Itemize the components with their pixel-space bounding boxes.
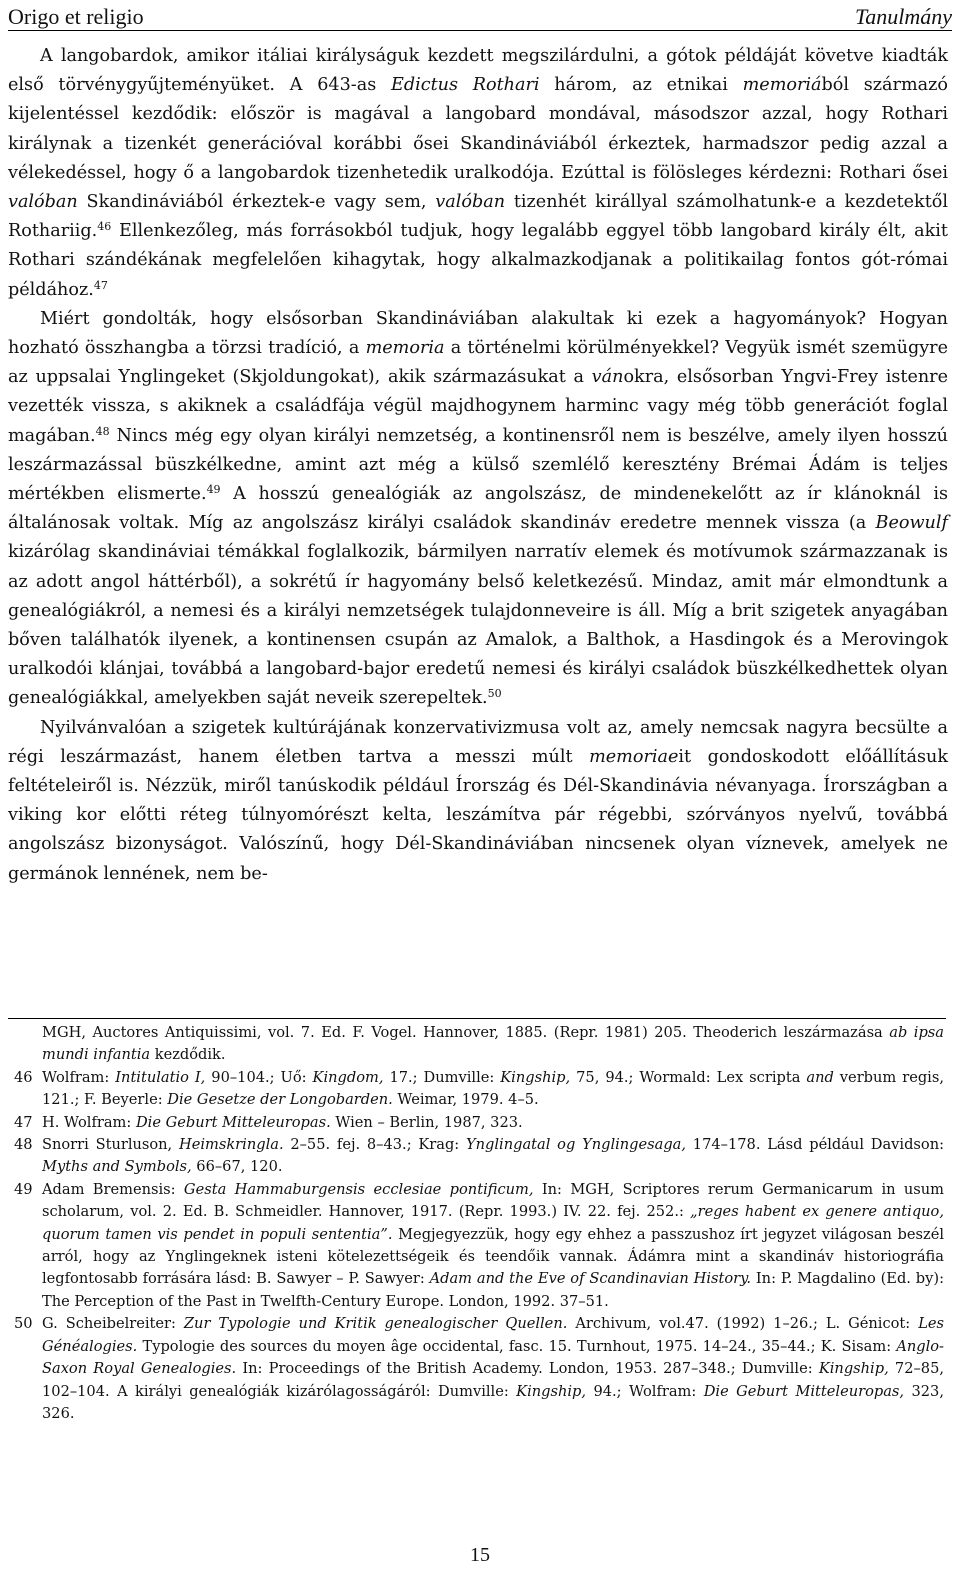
footnote (8, 1022, 944, 1067)
text-run: Wien – Berlin, 1987, 323. (330, 1113, 523, 1131)
italic-text: Les Généalogies. (42, 1315, 945, 1355)
text-run: okra, elsősorban Yngvi-Frey istenre vezették vissza, s akiknek a családfája végül majdhogynem harminc vagy még több generációt foglal magában. (8, 367, 949, 446)
text-run: A hosszú genealógiák az angolszász, de mindenekelőtt az ír klánoknál is általánosak voltak. Míg az angolszász királyi családok skandináv eredetre mennek vissza (a (8, 484, 948, 534)
text-run: Ellenkezőleg, más forrásokból tudjuk, hogy legalább eggyel több langobard király élt, akit Rothari szándékának megfelelően kihagytak, hogy alkalmazkodjanak a politikailag fontos gót-római példához. (8, 221, 948, 300)
footnote-ref[interactable]: 49 (206, 483, 221, 497)
footnote-text (42, 1024, 944, 1063)
text-run: 94.; Wolfram: (586, 1382, 704, 1400)
text-run: A langobardok, amikor itáliai királyságuk kezdett megszilárdulni, a gótok példáját követve kiadták első törvénygyűjteményüket. A 643-as (8, 46, 948, 96)
italic-text: Gesta Hammaburgensis ecclesiae pontificum, (183, 1180, 534, 1198)
text-run: Typologie des sources du moyen âge occidental, fasc. 15. Turnhout, 1975. 14–24., 35–44.; K. Sisam: (137, 1337, 897, 1355)
text-run: kezdődik. (150, 1046, 226, 1064)
text-run: Adam Bremensis: (42, 1180, 184, 1198)
text-run: Wolfram: (42, 1068, 116, 1086)
italic-text: valóban (8, 192, 78, 213)
italic-text: „reges habent ex genere antiquo, quorum tamen vis pendet in populi sententia”. (42, 1203, 944, 1243)
running-header (8, 4, 952, 31)
footnote-text (42, 1181, 944, 1310)
text-run: Miért gondolták, hogy elsősorban Skandináviában alakultak ki ezek a hagyományok? Hogyan hozható összhangba a törzsi tradíció, a (8, 308, 948, 359)
page-number: 15 (470, 1544, 490, 1566)
italic-text: Myths and Symbols, (42, 1158, 192, 1176)
footnote-text (42, 1114, 523, 1131)
journal-title: Origo et religio (8, 4, 144, 29)
footnote-number: 48 (14, 1136, 33, 1154)
footnote-number: 47 (14, 1113, 33, 1131)
footnote (8, 1067, 944, 1112)
footnote (8, 1179, 944, 1313)
footnote-ref[interactable]: 46 (97, 220, 112, 234)
italic-text: memoria (365, 338, 445, 359)
italic-text: memoriá (742, 75, 822, 96)
main-text (8, 42, 948, 889)
text-run: a történelmi körülményekkel? Vegyük ismét szemügyre az uppsalai Ynglingeket (Skjoldungokat), akik származásukat a (8, 338, 948, 388)
footnote-number: 46 (14, 1068, 33, 1086)
text-run: Megjegyezzük, hogy egy ehhez a passzushoz írt jegyzet világosan beszél arról, hogy az Ynglingeknek isteni kötelezettségeik és teendőik vannak. Ádámra mint a skandináv historiográfia legfontosabb forrására lásd: B. Sawyer – P. Sawyer: (42, 1225, 944, 1288)
italic-text: Kingship, (516, 1382, 587, 1400)
italic-text: Anglo-Saxon Royal Genealogies. (42, 1337, 944, 1378)
footnote-number: 49 (14, 1180, 33, 1198)
text-run: it gondoskodott előállításuk feltételeiről is. Nézzük, miről tanúskodik például Írország és Dél-Skandinávia névanyaga. Írországban a viking kor előtti réteg túlnyomórészt kelta, leszámítva pár régebbi, szórványos nyelvű, továbbá angolszász bizonyságot. Valószínű, hogy Dél-Skandináviában nincsenek olyan víznevek, amelyek ne germánok lennének, nem be- (8, 746, 948, 884)
footnote (8, 1313, 944, 1425)
text-run: 66–67, 120. (191, 1158, 283, 1176)
italic-text: Ynglingatal og Ynglingesaga, (466, 1136, 687, 1154)
footnote-ref[interactable]: 50 (487, 687, 502, 701)
footnotes (8, 1022, 944, 1425)
text-run: 323, 326. (42, 1382, 944, 1422)
italic-text: ván (591, 367, 624, 388)
italic-text: and (806, 1068, 834, 1086)
paragraph (8, 305, 948, 714)
italic-text: Intitulatio I, (115, 1068, 206, 1086)
text-run: G. Scheibelreiter: (42, 1315, 184, 1333)
text-run: 17.; Dumville: (383, 1068, 501, 1086)
footnote-number: 50 (14, 1315, 33, 1333)
text-run: 90–104.; Uő: (205, 1068, 313, 1086)
footnote-ref[interactable]: 48 (95, 424, 110, 438)
footnote-separator (8, 1018, 946, 1019)
text-run: H. Wolfram: (42, 1113, 136, 1131)
footnote (8, 1134, 944, 1179)
text-run: 174–178. Lásd például Davidson: (686, 1136, 945, 1154)
italic-text: Kingdom, (312, 1068, 384, 1086)
italic-text: Die Gesetze der Longobarden. (167, 1091, 393, 1109)
italic-text: Die Geburt Mitteleuropas. (135, 1113, 331, 1131)
text-run: kizárólag skandináviai témákkal foglalkozik, bármilyen narratív elemek és motívumok származzanak is az adott angol háttérből), a sokrétű ír hagyomány belső keletkezésű. Mindaz, amit már elmondtunk a genealógiákról, a nemesi és a királyi nemzetségek tulajdonneveire is áll. Míg a brit szigetek anyagában bőven találhatók ilyenek, a kontinensen csupán az Amalok, a Balthok, a Hasdingok és a Merovingok uralkodói klánjai, továbbá a langobard-bajor eredetű nemesi és királyi családok büszkélkedhettek olyan genealógiákkal, amelyekben saját neveik szerepeltek. (8, 542, 948, 709)
text-run: verbum regis, 121.; F. Beyerle: (42, 1068, 944, 1109)
text-run: három, az etnikai (539, 75, 743, 96)
text-run: Nyilvánvalóan a szigetek kultúrájának konzervativizmusa volt az, amely nemcsak nagyra becsülte a régi leszármazást, hanem életben tartva a messzi múlt (8, 717, 948, 767)
footnote-ref[interactable]: 47 (93, 278, 108, 292)
text-run: tizenhét királlyal számolhatunk-e a kezdetektől Rothariig. (8, 192, 949, 242)
text-run: 75, 94.; Wormald: Lex scripta (570, 1068, 807, 1086)
italic-text: Die Geburt Mitteleuropas, (703, 1382, 905, 1400)
text-run: In: Proceedings of the British Academy. London, 1953. 287–348.; Dumville: (236, 1360, 819, 1378)
footnote (8, 1112, 944, 1134)
italic-text: Zur Typologie und Kritik genealogischer Quellen. (183, 1315, 568, 1333)
footnote-text (42, 1315, 944, 1422)
footnote-text (42, 1069, 944, 1108)
italic-text: Kingship, (500, 1068, 571, 1086)
text-run: MGH, Auctores Antiquissimi, vol. 7. Ed. F. Vogel. Hannover, 1885. (Repr. 1981) 205. Theoderich leszármazása (42, 1024, 890, 1041)
text-run: ból származó kijelentéssel kezdődik: először is magával a langobard mondával, másodszor azzal, hogy Rothari királynak a tizenkét generációval korábbi ősei Skandináviából érkeztek, harmadszor pedig azzal a vélekedéssel, hogy ő a langobardok tizenhetedik uralkodója. Ezúttal is fölösleges kérdezni: Rothari ősei (8, 75, 948, 183)
text-run: Snorri Sturluson, (42, 1136, 179, 1154)
section-label: Tanulmány (855, 4, 952, 29)
text-run: 72–85, 102–104. A királyi genealógiák kizárólagosságáról: Dumville: (42, 1360, 944, 1400)
italic-text: Beowulf (875, 513, 948, 534)
italic-text: Heimskringla. (178, 1136, 284, 1154)
text-run: Weimar, 1979. 4–5. (392, 1091, 539, 1109)
text-run: Skandináviából érkeztek-e vagy sem, (77, 192, 436, 213)
italic-text: Kingship, (818, 1360, 889, 1378)
footnote-text (42, 1136, 944, 1175)
italic-text: Edictus Rothari (391, 75, 540, 96)
text-run: Archivum, vol.47. (1992) 1–26.; L. Génicot: (567, 1315, 919, 1333)
paragraph (8, 42, 948, 305)
paragraph (8, 714, 948, 889)
italic-text: ab ipsa mundi infantia (42, 1024, 945, 1064)
italic-text: valóban (435, 192, 506, 213)
text-run: 2–55. fej. 8–43.; Krag: (283, 1136, 466, 1154)
text-run: In: MGH, Scriptores rerum Germanicarum in usum scholarum, vol. 2. Ed. B. Schmeidler. Hannover, 1917. (Repr. 1993.) IV. 22. fej. 252.: (42, 1180, 944, 1221)
text-run: In: P. Magdalino (Ed. by): The Perception of the Past in Twelfth-Century Europe. London, 1992. 37–51. (42, 1270, 944, 1310)
italic-text: Adam and the Eve of Scandinavian History. (429, 1270, 752, 1288)
text-run: Nincs még egy olyan királyi nemzetség, a kontinensről nem is beszélve, amely ilyen hosszú leszármazással büszkélkedne, amint azt még a külső szemlélő keresztény Brémai Ádám is teljes mértékben elismerte. (8, 425, 948, 505)
italic-text: memoriae (589, 746, 679, 767)
